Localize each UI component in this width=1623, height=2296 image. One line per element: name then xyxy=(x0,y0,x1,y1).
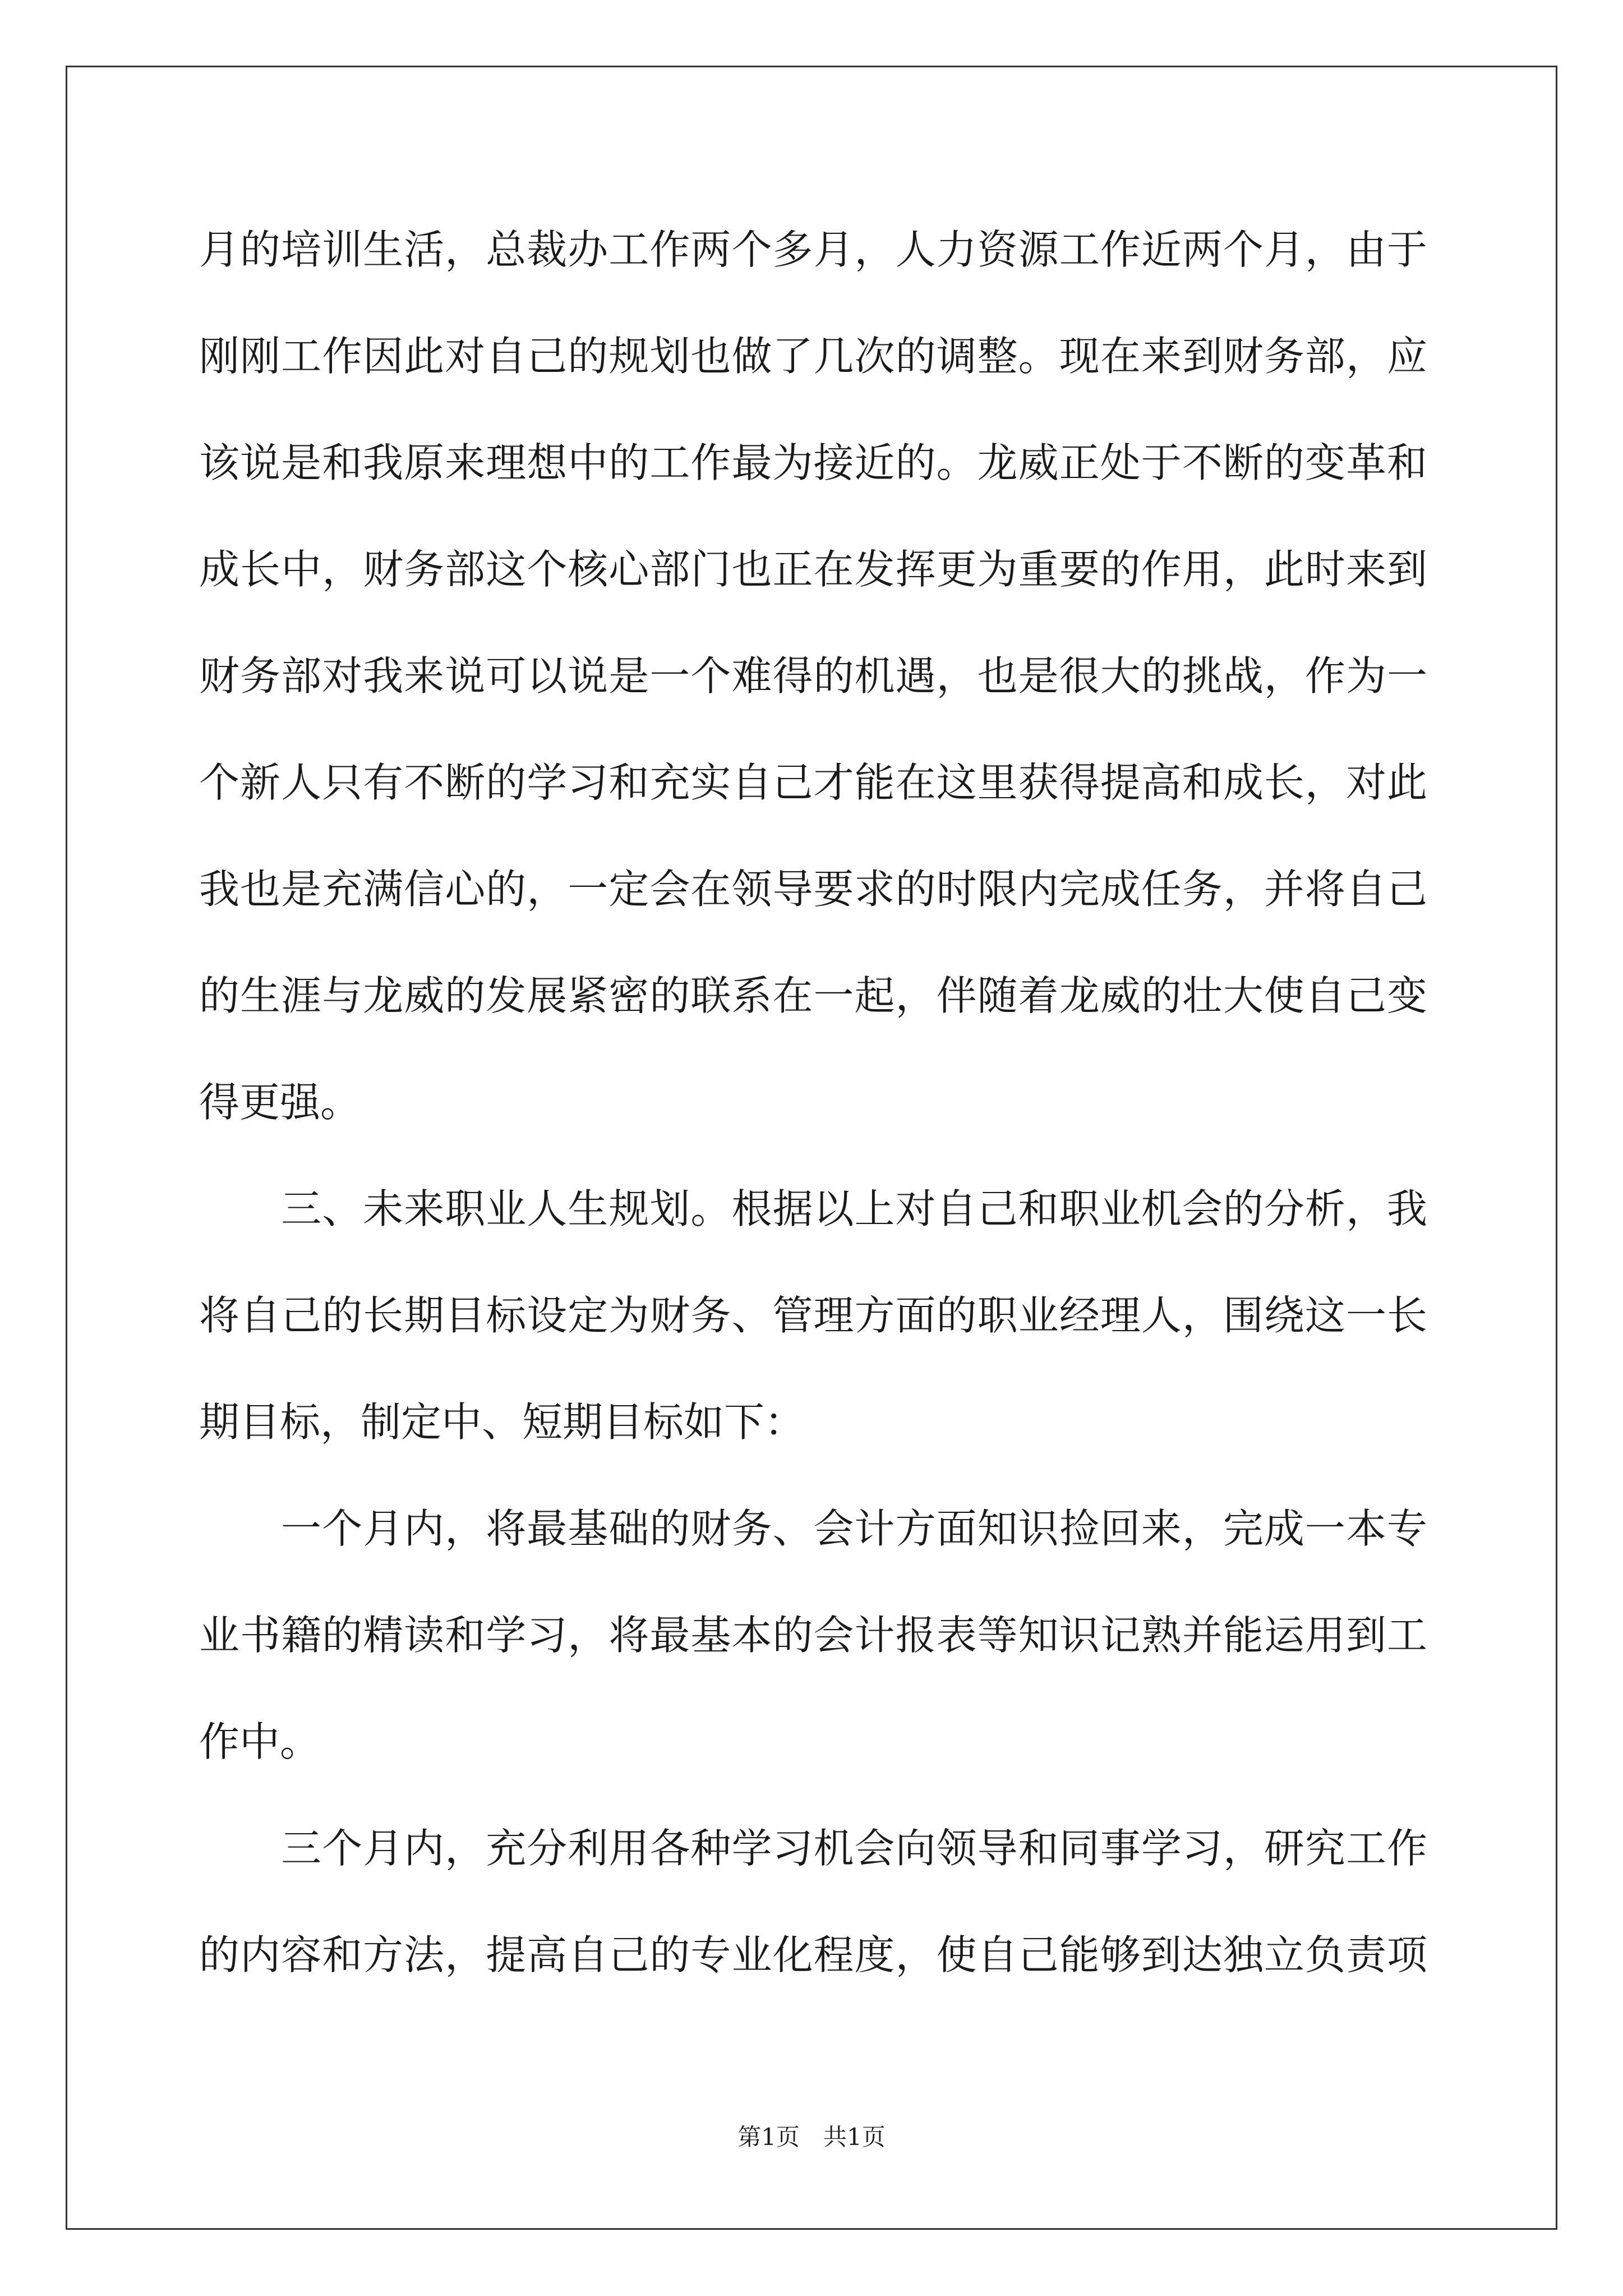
text-line: 将自己的长期目标设定为财务、管理方面的职业经理人，围绕这一长 xyxy=(199,1292,1427,1339)
page-number-footer: 第1页 共1页 xyxy=(737,2123,886,2151)
text-line: 业书籍的精读和学习，将最基本的会计报表等知识记熟并能运用到工 xyxy=(199,1612,1427,1659)
text-line: 月的培训生活，总裁办工作两个多月，人力资源工作近两个月，由于 xyxy=(199,226,1427,273)
text-line: 个新人只有不断的学习和充实自己才能在这里获得提高和成长，对此 xyxy=(199,759,1427,806)
text-line: 作中。 xyxy=(199,1718,321,1765)
text-line: 刚刚工作因此对自己的规划也做了几次的调整。现在来到财务部，应 xyxy=(199,333,1427,380)
text-line: 财务部对我来说可以说是一个难得的机遇，也是很大的挑战，作为一 xyxy=(199,652,1427,700)
text-line: 一个月内，将最基础的财务、会计方面知识捡回来，完成一本专 xyxy=(199,1505,1427,1552)
text-line: 的生涯与龙威的发展紧密的联系在一起，伴随着龙威的壮大使自己变 xyxy=(199,972,1427,1019)
text-line: 三、未来职业人生规划。根据以上对自己和职业机会的分析，我 xyxy=(199,1185,1427,1232)
text-line: 的内容和方法，提高自己的专业化程度，使自己能够到达独立负责项 xyxy=(199,1931,1427,1978)
text-line: 成长中，财务部这个核心部门也正在发挥更为重要的作用，此时来到 xyxy=(199,546,1427,593)
text-line: 得更强。 xyxy=(199,1079,361,1126)
page-border xyxy=(66,66,1557,2230)
text-line: 该说是和我原来理想中的工作最为接近的。龙威正处于不断的变革和 xyxy=(199,439,1427,486)
text-line: 期目标，制定中、短期目标如下： xyxy=(199,1398,805,1446)
text-line: 三个月内，充分利用各种学习机会向领导和同事学习，研究工作 xyxy=(199,1825,1427,1872)
text-line: 我也是充满信心的，一定会在领导要求的时限内完成任务，并将自己 xyxy=(199,866,1427,913)
